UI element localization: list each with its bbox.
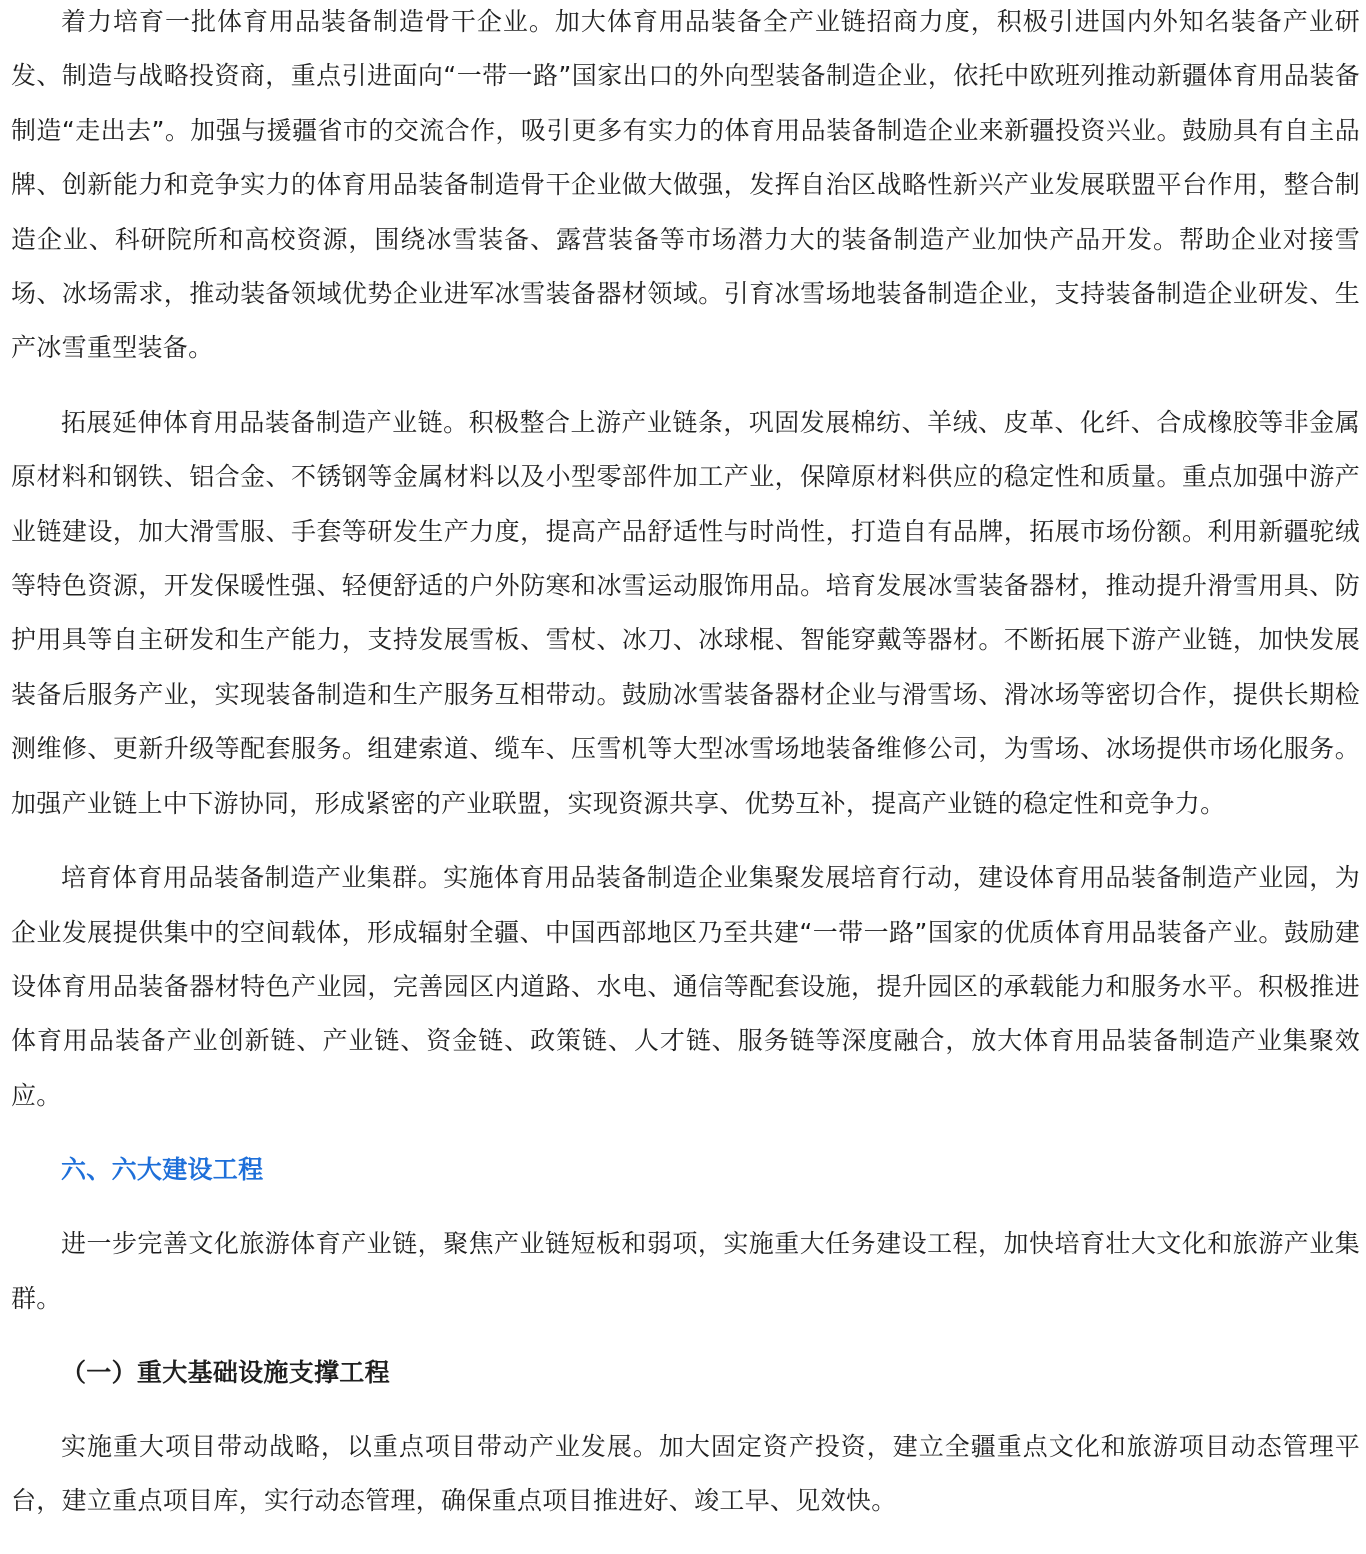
document-body (11, 0, 1360, 1529)
paragraph-gap (11, 1123, 1360, 1143)
paragraph-backbone-enterprises: 着力培育一批体育用品装备制造骨干企业。加大体育用品装备全产业链招商力度，积极引进国内外知名装备产业研发、制造与战略投资商，重点引进面向“一带一路”国家出口的外向型装备制造企业，依托中欧班列推动新疆体育用品装备制造“走出去”。加强与援疆省市的交流合作，吸引更多有实力的体育用品装备制造企业来新疆投资兴业。鼓励具有自主品牌、创新能力和竞争实力的体育用品装备制造骨干企业做大做强，发挥自治区战略性新兴产业发展联盟平台作用，整合制造企业、科研院所和高校资源，围绕冰雪装备、露营装备等市场潜力大的装备制造产业加快产品开发。帮助企业对接雪场、冰场需求，推动装备领域优势企业进军冰雪装备器材领域。引育冰雪场地装备制造企业，支持装备制造企业研发、生产冰雪重型装备。 (11, 7, 1360, 363)
paragraph-gap (11, 831, 1360, 851)
paragraph-industry-chain: 拓展延伸体育用品装备制造产业链。积极整合上游产业链条，巩固发展棉纺、羊绒、皮革、化纤、合成橡胶等非金属原材料和钢铁、铝合金、不锈钢等金属材料以及小型零部件加工产业，保障原材料供应的稳定性和质量。重点加强中游产业链建设，加大滑雪服、手套等研发生产力度，提高产品舒适性与时尚性，打造自有品牌，拓展市场份额。利用新疆驼绒等特色资源，开发保暖性强、轻便舒适的户外防寒和冰雪运动服饰用品。培育发展冰雪装备器材，推动提升滑雪用具、防护用具等自主研发和生产能力，支持发展雪板、雪杖、冰刀、冰球棍、智能穿戴等器材。不断拓展下游产业链，加快发展装备后服务产业，实现装备制造和生产服务互相带动。鼓励冰雪装备器材企业与滑雪场、滑冰场等密切合作，提供长期检测维修、更新升级等配套服务。组建索道、缆车、压雪机等大型冰雪场地装备维修公司，为雪场、冰场提供市场化服务。加强产业链上中下游协同，形成紧密的产业联盟，实现资源共享、优势互补，提高产业链的稳定性和竞争力。 (11, 407, 1360, 818)
section-intro-paragraph: 进一步完善文化旅游体育产业链，聚焦产业链短板和弱项，实施重大任务建设工程，加快培育壮大文化和旅游产业集群。 (11, 1229, 1360, 1313)
paragraph-gap (11, 376, 1360, 396)
paragraph-gap (11, 1326, 1360, 1346)
subsection-heading: （一）重大基础设施支撑工程 (61, 1357, 390, 1387)
paragraph-gap (11, 1400, 1360, 1420)
section-heading: 六、六大建设工程 (61, 1155, 264, 1185)
paragraph-industry-cluster: 培育体育用品装备制造产业集群。实施体育用品装备制造企业集聚发展培育行动，建设体育用品装备制造产业园，为企业发展提供集中的空间载体，形成辐射全疆、中国西部地区乃至共建“一带一路”国家的优质体育用品装备产业。鼓励建设体育用品装备器材特色产业园，完善园区内道路、水电、通信等配套设施，提升园区的承载能力和服务水平。积极推进体育用品装备产业创新链、产业链、资金链、政策链、人才链、服务链等深度融合，放大体育用品装备制造产业集聚效应。 (11, 863, 1360, 1110)
paragraph-gap (11, 1197, 1360, 1217)
subsection-body-paragraph: 实施重大项目带动战略，以重点项目带动产业发展。加大固定资产投资，建立全疆重点文化和旅游项目动态管理平台，建立重点项目库，实行动态管理，确保重点项目推进好、竣工早、见效快。 (11, 1431, 1360, 1516)
